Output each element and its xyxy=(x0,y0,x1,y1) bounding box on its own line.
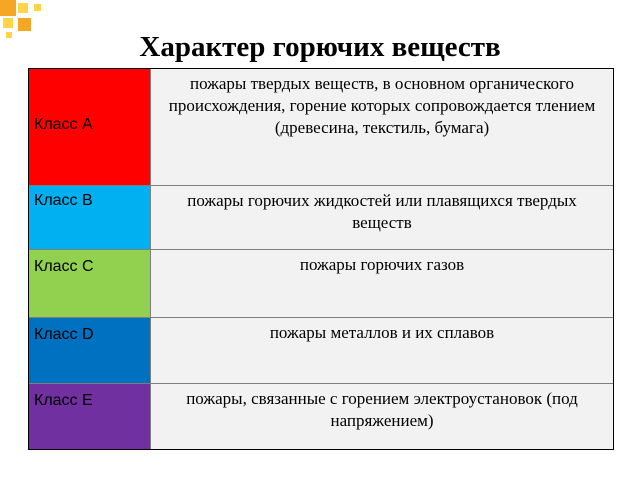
class-label: Класс E xyxy=(34,392,93,409)
fire-class-table xyxy=(28,68,614,450)
table-row xyxy=(29,318,613,384)
class-label: Класс A xyxy=(34,116,93,133)
class-description: пожары горючих газов xyxy=(151,250,613,318)
table-row xyxy=(29,186,613,250)
class-label-cell xyxy=(29,250,151,318)
class-label-cell xyxy=(29,69,151,186)
class-description: пожары горючих жидкостей или плавящихся твердых веществ xyxy=(151,186,613,250)
class-label: Класс D xyxy=(34,326,94,343)
class-label: Класс C xyxy=(34,258,94,275)
decor-square-tiny xyxy=(34,4,41,11)
decor-square-small xyxy=(3,18,13,28)
class-description: пожары твердых веществ, в основном органического происхождения, горение которых сопровождается тлением (древесина, текстиль, бумага) xyxy=(151,69,613,186)
decor-square-small xyxy=(18,3,28,13)
class-label-cell xyxy=(29,318,151,384)
class-label-cell xyxy=(29,186,151,250)
class-label: Класс B xyxy=(34,192,93,209)
class-label-cell xyxy=(29,384,151,449)
table-row xyxy=(29,69,613,186)
page-title: Характер горючих веществ xyxy=(139,31,501,63)
class-description: пожары металлов и их сплавов xyxy=(151,318,613,384)
decor-square-large xyxy=(0,0,16,16)
class-description: пожары, связанные с горением электроустановок (под напряжением) xyxy=(151,384,613,449)
table-row xyxy=(29,384,613,449)
table-row xyxy=(29,250,613,318)
